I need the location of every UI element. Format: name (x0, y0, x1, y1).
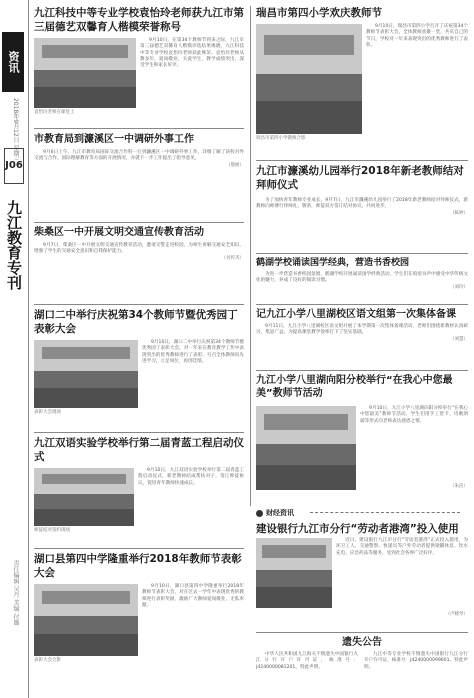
article-c1 (256, 522, 468, 630)
article-body: 9月6日上午，九江市教育局国际交流合作科一行到濂溪区一中调研外事工作，详细了解了该校对外交流与合作、国际理解教育等方面的开展情况，并就下一步工作提出了指导意见。 (34, 150, 244, 162)
headline: 建设银行九江市分行“劳动者港湾”投入使用 (256, 523, 459, 535)
article-photo (34, 38, 136, 108)
article-a2 (34, 133, 244, 199)
article-a5 (34, 436, 244, 546)
article-byline: （朱洁） (450, 484, 468, 489)
article-b5 (256, 374, 468, 504)
issue-date: 2018年9月12日 星期三 (12, 98, 19, 163)
article-photo (256, 538, 332, 608)
headline: 鹤湖学校诵读国学经典，营造书香校园 (256, 258, 410, 268)
article-b1 (256, 6, 468, 156)
article-byline: （谷传杰） (221, 255, 244, 261)
article-body: 9月7日，柴桑区一中开展文明交通宣传教育活动，邀请交警走进校园，为师生讲解交通安全知识，增强了学生的交通安全意识和自我保护能力。 (34, 243, 244, 255)
article-byline: （刘慧） (450, 336, 468, 342)
section-title: 财经资讯 (266, 509, 294, 517)
editor-credit: 责任编辑 吴丹 美编 付璐 (12, 560, 19, 626)
headline: 记九江小学八里湖校区语文组第一次集体备课 (256, 309, 456, 320)
article-body: 9月10日，在第34个教师节到来之际，九江市第三届德艺双馨育人楷模评选结果揭晓，九江科技中等专业学校袁怡玲老师获此殊荣。袁怡玲老师从教多年，爱岗敬业，关爱学生，教学成绩突出，深受学生和家长好评。 (140, 38, 244, 69)
article-a1 (34, 6, 244, 126)
article-b2 (256, 164, 468, 252)
notice-left: 中华人民共和国九江海关不慎遗失中国银行九江分行开户许可证，核准号：J4240000081201。特此声明。 (256, 652, 358, 670)
article-photo (256, 24, 362, 134)
notice-right: 九江中等专业学校不慎遗失中国银行九江分行开户许可证，核准号：J4240000099601。特此声明。 (364, 652, 468, 670)
headline: 遗失公告 (342, 637, 382, 648)
article-byline: （刘玲） (450, 284, 468, 290)
article-b4 (256, 308, 468, 368)
section-label (256, 508, 468, 518)
article-byline: （卢晓琴） (445, 612, 468, 617)
headline: 湖口二中举行庆祝第34个教师节暨优秀园丁表彰大会 (34, 309, 238, 335)
photo-caption: 表彰大会合影 (34, 658, 61, 663)
article-body: 9月10日，湖口县第四中学隆重举行2018年教师节表彰大会，对在过去一学年中表现优秀的教师进行表彰奖励，激励广大教师爱岗敬业、无私奉献。 (142, 584, 244, 608)
article-photo (34, 468, 134, 526)
headline: 市教育局到濂溪区一中调研外事工作 (34, 134, 194, 145)
article-body: 9月10日，九江小学八里湖向阳分校举行“在我心中您最美”教师节活动，学生们用手工贺卡、诗歌朗诵等形式向老师表达感恩之情。 (360, 406, 468, 424)
article-body: 为进一步营造书香校园氛围，鹤湖学校开展诵读国学经典活动，学生们在琅琅书声中感受中华传统文化的魅力，养成了良好的阅读习惯。 (256, 272, 468, 284)
article-a3 (34, 226, 244, 298)
article-body: 9月10日，九江双语实验学校举行第二届青蓝工程启动仪式，新老教师结成帮扶对子，签订师徒协议，促进青年教师快速成长。 (138, 468, 244, 486)
article-photo (34, 340, 138, 408)
photo-caption: 袁怡玲老师在课堂上 (34, 110, 75, 115)
publication-logo: 九江教育专刊 (5, 200, 23, 290)
article-a6 (34, 552, 244, 694)
article-a4 (34, 308, 244, 428)
photo-caption: 表彰大会现场 (34, 410, 61, 415)
article-byline: （陈婷） (450, 210, 468, 216)
page-number: J06 (4, 148, 24, 184)
photo-caption: 瑞昌市第四小学教师合影 (256, 136, 306, 141)
headline: 柴桑区一中开展文明交通宣传教育活动 (34, 227, 204, 238)
article-body: 9月10日，湖口二中举行庆祝第34个教师节暨优秀园丁表彰大会，对一年来在教育教学工作中表现突出的优秀教师进行了表彰，号召全体教师向先进学习，立足岗位，再创佳绩。 (142, 340, 244, 364)
bullet-icon (256, 510, 263, 517)
headline: 九江小学八里湖向阳分校举行“在我心中您最美”教师节活动 (256, 375, 453, 399)
headline: 九江科技中等专业学校袁怡玲老师获九江市第三届德艺双馨育人楷模荣誉称号 (34, 7, 244, 33)
headline: 九江市濂溪幼儿园举行2018年新老教师结对拜师仪式 (256, 165, 464, 191)
photo-caption: 师徒结对签约现场 (34, 528, 70, 533)
article-body: 9月11日，九江小学八里湖校区语文组开展了本学期第一次集体备课活动，老师们围绕新教材认真研讨，集思广益，为提高课堂教学效率打下了坚实基础。 (256, 324, 468, 336)
article-photo (256, 406, 356, 490)
headline: 瑞昌市第四小学欢庆教师节 (256, 7, 382, 19)
article-body: 近日，建设银行九江市分行“劳动者港湾”正式投入使用，为环卫工人、交通警察、快递员等户外劳动者提供歇脚休息、饮水充电、应急药品等服务，受到社会各界广泛好评。 (336, 538, 468, 556)
article-body: 为了加快青年教师专业成长，9月7日，九江市濂溪幼儿园举行了2018年新老教师结对拜师仪式，新教师向师傅行拜师礼、敬茶，师徒双方签订结对协议，共同进步。 (256, 198, 468, 210)
article-byline: （殷丽） (226, 162, 244, 168)
headline: 湖口县第四中学隆重举行2018年教师节表彰大会 (34, 553, 242, 579)
article-body: 9月10日，瑞昌市第四小学召开了庆祝第34个教师节表彰大会，全体教师欢聚一堂，共庆自己的节日，学校对一年来表现突出的优秀教师进行了表彰。 (366, 24, 468, 48)
headline: 九江双语实验学校举行第二届青蓝工程启动仪式 (34, 437, 244, 463)
section-tag: 资讯 (2, 32, 24, 92)
page-sidebar (0, 0, 29, 698)
article-c2 (256, 636, 468, 694)
article-b3 (256, 257, 468, 303)
article-photo (34, 584, 138, 656)
